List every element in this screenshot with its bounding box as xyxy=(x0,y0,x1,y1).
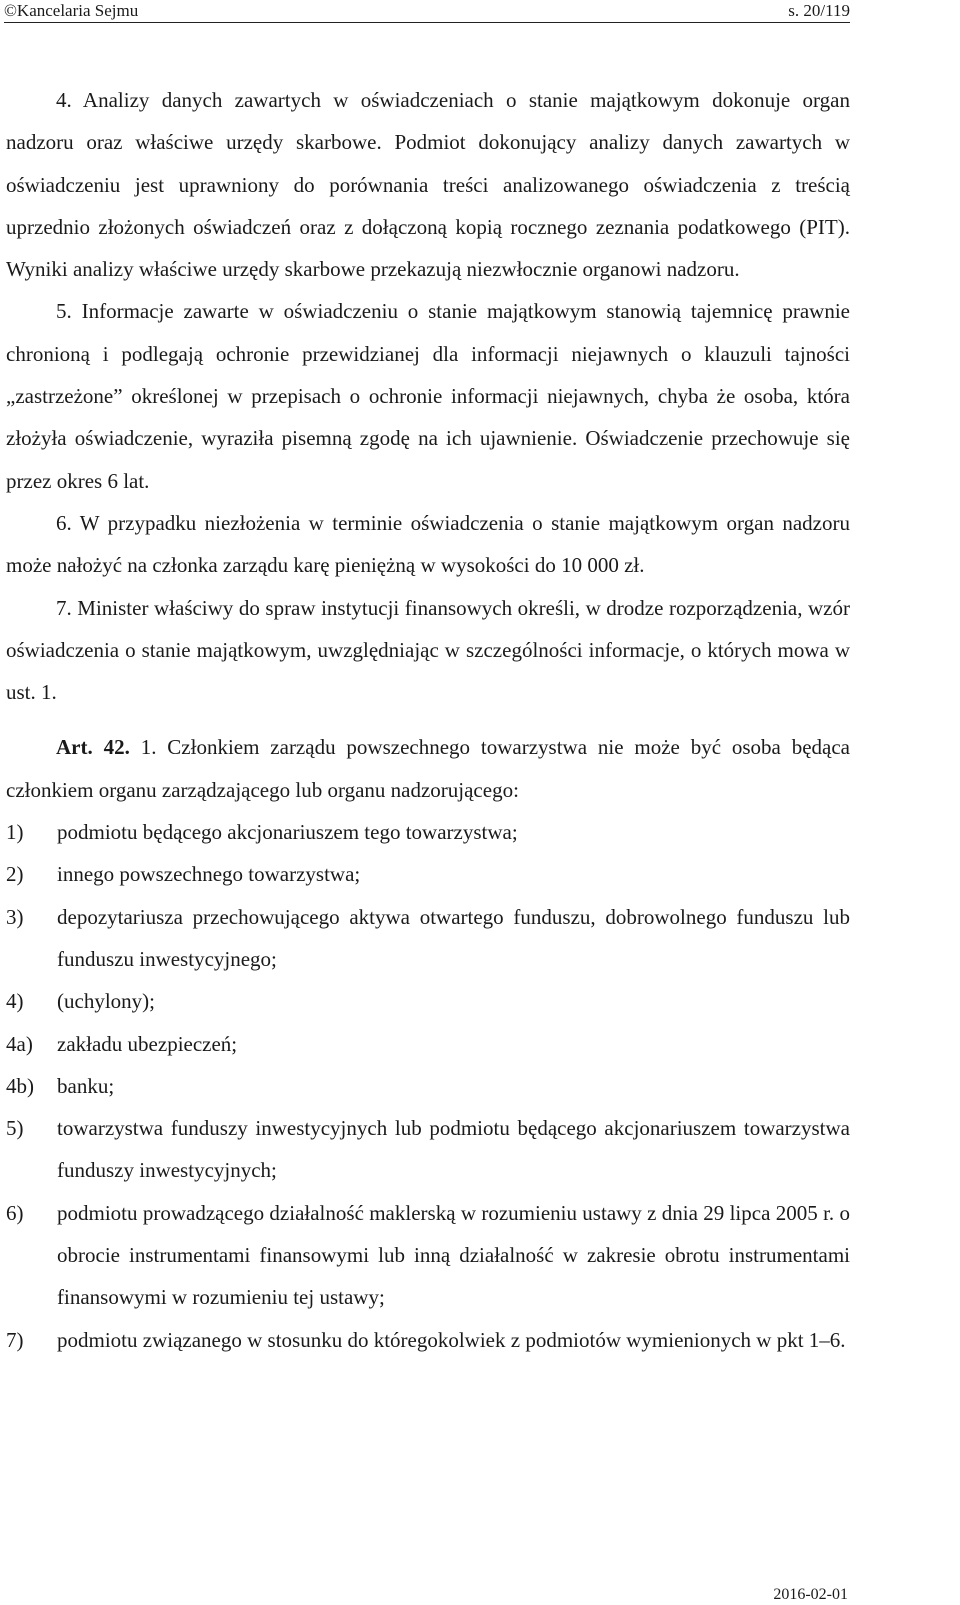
item-number: 7) xyxy=(6,1327,24,1352)
list-item xyxy=(6,1107,850,1192)
item-text: depozytariusza przechowującego aktywa otwartego funduszu, dobrowolnego funduszu lub funduszu inwestycyjnego; xyxy=(57,904,850,971)
list-item xyxy=(6,853,850,895)
document-body xyxy=(6,79,850,1361)
item-text: podmiotu będącego akcjonariuszem tego towarzystwa; xyxy=(57,820,518,845)
item-number: 2) xyxy=(6,862,24,887)
page-header xyxy=(4,0,850,23)
item-number: 4) xyxy=(6,989,24,1014)
footer-date: 2016-02-01 xyxy=(773,1586,848,1603)
item-text: podmiotu prowadzącego działalność maklerską w rozumieniu ustawy z dnia 29 lipca 2005 r. o obrocie instrumentami finansowymi lub inną działalność w zakresie obrotu instrumentami finansowymi w rozumieniu tej ustawy; xyxy=(57,1200,850,1310)
article-42-intro xyxy=(6,726,850,811)
article-label: Art. 42. xyxy=(56,735,130,760)
item-number: 5) xyxy=(6,1116,24,1141)
paragraph-7: 7. Minister właściwy do spraw instytucji finansowych określi, w drodze rozporządzenia, wzór oświadczenia o stanie majątkowym, uwzględniając w szczególności informacje, o których mowa w ust. 1. xyxy=(6,595,850,705)
item-number: 4a) xyxy=(6,1031,33,1056)
item-text: zakładu ubezpieczeń; xyxy=(57,1031,238,1056)
item-text: innego powszechnego towarzystwa; xyxy=(57,862,361,887)
list-item xyxy=(6,1023,850,1065)
list-item xyxy=(6,896,850,981)
paragraph-6: 6. W przypadku niezłożenia w terminie oświadczenia o stanie majątkowym organ nadzoru może nałożyć na członka zarządu karę pieniężną w wysokości do 10 000 zł. xyxy=(6,510,850,578)
item-text: (uchylony); xyxy=(57,989,155,1014)
list-item xyxy=(6,1192,850,1319)
item-number: 6) xyxy=(6,1200,24,1225)
item-number: 4b) xyxy=(6,1073,34,1098)
article-text: 1. Członkiem zarządu powszechnego towarzystwa nie może być osoba będąca członkiem organu zarządzającego lub organu nadzorującego: xyxy=(6,735,851,802)
item-number: 3) xyxy=(6,904,24,929)
item-number: 1) xyxy=(6,820,24,845)
item-text: towarzystwa funduszy inwestycyjnych lub podmiotu będącego akcjonariuszem towarzystwa funduszy inwestycyjnych; xyxy=(57,1116,850,1183)
list-item xyxy=(6,811,850,853)
paragraph-5: 5. Informacje zawarte w oświadczeniu o stanie majątkowym stanowią tajemnicę prawnie chronioną i podlegają ochronie przewidzianej dla informacji niejawnych o klauzuli tajności „zastrzeżone” określonej w przepisach o ochronie informacji niejawnych, chyba że osoba, która złożyła oświadczenie, wyraziła pisemną zgodę na ich ujawnienie. Oświadczenie przechowuje się przez okres 6 lat. xyxy=(6,299,850,493)
header-page-number: s. 20/119 xyxy=(788,1,850,20)
header-publisher: ©Kancelaria Sejmu xyxy=(4,1,139,20)
list-item xyxy=(6,980,850,1022)
paragraph-4: 4. Analizy danych zawartych w oświadczeniach o stanie majątkowym dokonuje organ nadzoru oraz właściwe urzędy skarbowe. Podmiot dokonujący analizy danych zawartych w oświadczeniu jest uprawniony do porównania treści analizowanego oświadczenia z treścią uprzednio złożonych oświadczeń oraz z dołączoną kopią rocznego zeznania podatkowego (PIT). Wyniki analizy właściwe urzędy skarbowe przekazują niezwłocznie organowi nadzoru. xyxy=(6,88,850,282)
item-text: banku; xyxy=(57,1073,115,1098)
list-item xyxy=(6,1065,850,1107)
list-item xyxy=(6,1319,850,1361)
item-text: podmiotu związanego w stosunku do któregokolwiek z podmiotów wymienionych w pkt 1–6. xyxy=(57,1327,846,1352)
